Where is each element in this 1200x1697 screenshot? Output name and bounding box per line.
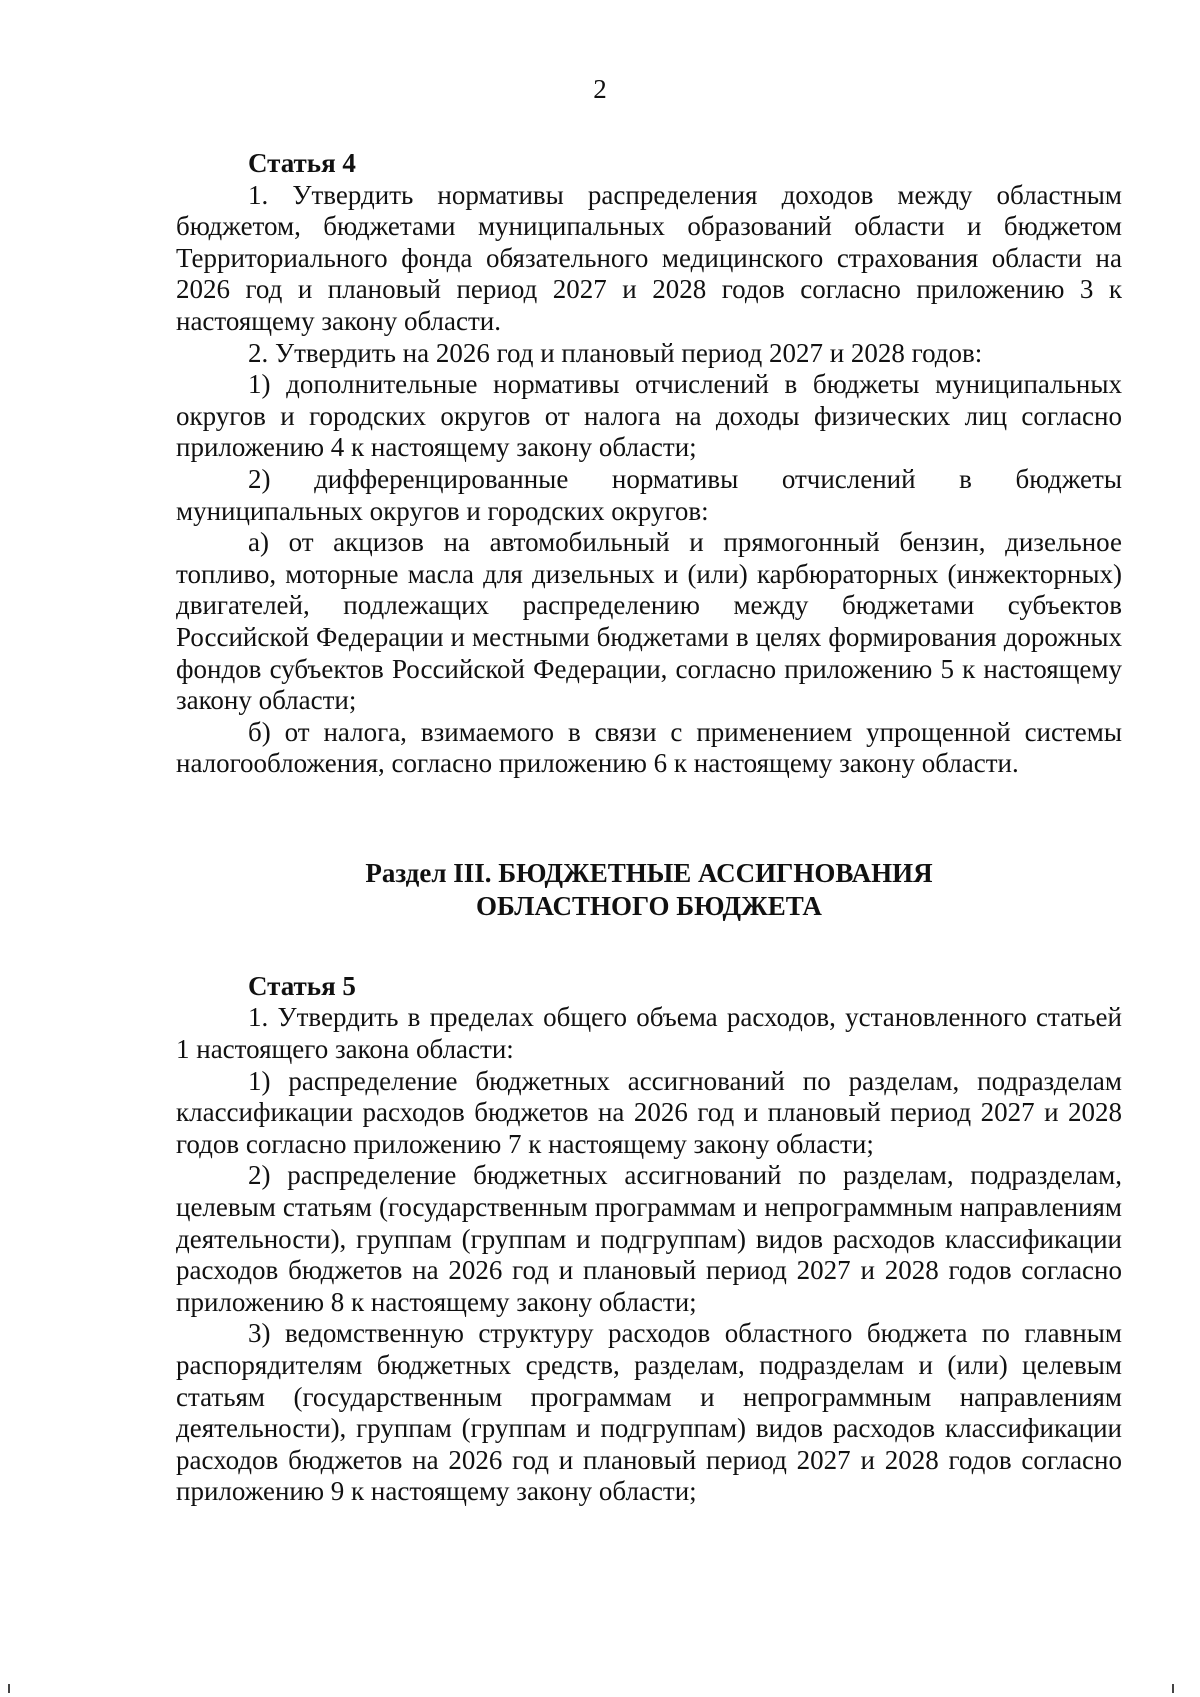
article-5-paragraph-1: 1. Утвердить в пределах общего объема расходов, установленного статьей 1 настоящего закона области: — [176, 1002, 1122, 1065]
scan-edge-mark-right — [1172, 1684, 1174, 1693]
article-4-paragraph-1: 1. Утвердить нормативы распределения доходов между областным бюджетом, бюджетами муниципальных образований области и бюджетом Территориального фонда обязательного медицинского страхования области на 2026 год и плановый период 2027 и 2028 годов согласно приложению 3 к настоящему закону области. — [176, 179, 1122, 336]
document-body — [176, 148, 1122, 1508]
article-5-title: Статья 5 — [248, 970, 356, 1001]
article-4-paragraph-6: б) от налога, взимаемого в связи с применением упрощенной системы налогообложения, согласно приложению 6 к настоящему закону области. — [176, 716, 1122, 779]
spacer — [176, 780, 1122, 857]
spacer — [176, 923, 1122, 971]
article-4-paragraph-3: 1) дополнительные нормативы отчислений в бюджеты муниципальных округов и городских округов от налога на доходы физических лиц согласно приложению 4 к настоящему закону области; — [176, 369, 1122, 463]
page-number: 2 — [593, 74, 607, 104]
article-5-paragraph-3: 2) распределение бюджетных ассигнований по разделам, подразделам, целевым статьям (государственным программам и непрограммным направлениям деятельности), группам (группам и подгруппам) видов расходов классификации расходов бюджетов на 2026 год и плановый период 2027 и 2028 годов согласно приложению 8 к настоящему закону области; — [176, 1160, 1122, 1317]
section-3-title-line-1: Раздел III. БЮДЖЕТНЫЕ АССИГНОВАНИЯ — [365, 857, 933, 888]
article-4-paragraph-2: 2. Утвердить на 2026 год и плановый период 2027 и 2028 годов: — [248, 337, 983, 368]
article-5-paragraph-2: 1) распределение бюджетных ассигнований по разделам, подразделам классификации расходов бюджетов на 2026 год и плановый период 2027 и 2028 годов согласно приложению 7 к настоящему закону области; — [176, 1065, 1122, 1159]
section-3-title-line-2: ОБЛАСТНОГО БЮДЖЕТА — [476, 890, 822, 921]
article-4-paragraph-4: 2) дифференцированные нормативы отчислений в бюджеты муниципальных округов и городских округов: — [176, 463, 1122, 526]
article-4-title: Статья 4 — [248, 148, 356, 178]
scan-edge-mark-left — [8, 1684, 10, 1693]
article-5-paragraph-4: 3) ведомственную структуру расходов областного бюджета по главным распорядителям бюджетных средств, разделам, подразделам и (или) целевым статьям (государственным программам и непрограммным направлениям деятельности), группам (группам и подгруппам) видов расходов классификации расходов бюджетов на 2026 год и плановый период 2027 и 2028 годов согласно приложению 9 к настоящему закону области; — [176, 1318, 1122, 1507]
article-4-paragraph-5: а) от акцизов на автомобильный и прямогонный бензин, дизельное топливо, моторные масла для дизельных и (или) карбюраторных (инжекторных) двигателей, подлежащих распределению между бюджетами субъектов Российской Федерации и местными бюджетами в целях формирования дорожных фондов субъектов Российской Федерации, согласно приложению 5 к настоящему закону области; — [176, 527, 1122, 716]
